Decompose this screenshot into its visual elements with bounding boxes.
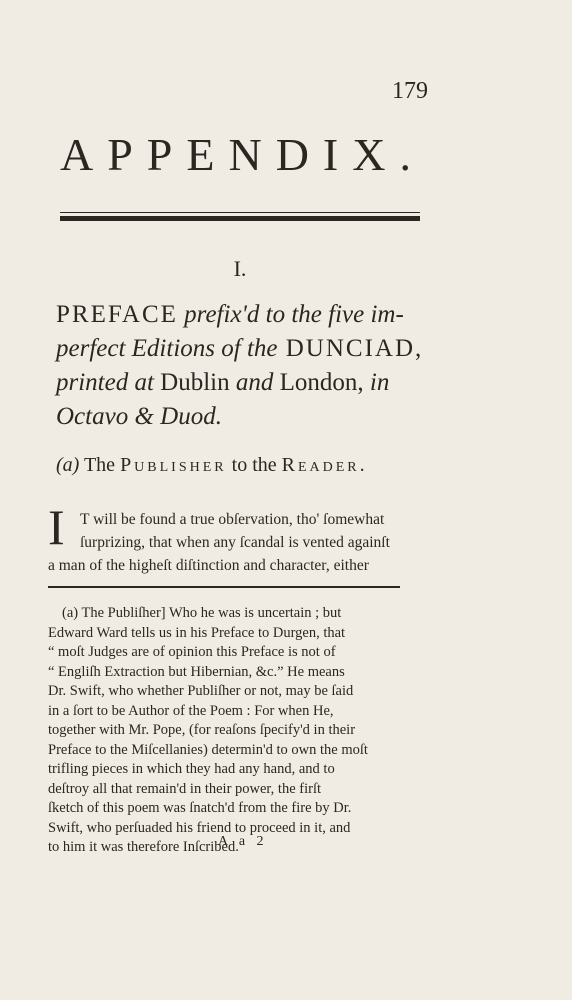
page-title: APPENDIX. (60, 129, 425, 180)
heading-word: to the (231, 454, 277, 476)
signature-mark: A a 2 (218, 834, 268, 849)
footnote-rule (48, 586, 400, 588)
footnote-line: (a) The Publiſher] Who he was is uncertain ; but (62, 605, 342, 621)
body-line: T will be found a true obſervation, tho' ſomewhat (80, 511, 385, 528)
footnote-line: to him it was therefore Inſcribed. (48, 839, 239, 855)
section-title-line-3 (56, 366, 436, 400)
section-numeral: I. (233, 256, 247, 281)
title-phrase: perfect Editions of the (56, 335, 278, 362)
body-text (48, 508, 396, 577)
title-word-london: London, (273, 369, 370, 396)
title-word-preface: PREFACE (56, 301, 178, 328)
title-phrase: and (235, 369, 274, 396)
footnote-line: “ Engliſh Extraction but Hibernian, &c.” He means (48, 663, 345, 680)
heading-word: The (83, 454, 116, 476)
section-title-line-2 (56, 332, 436, 366)
section-title-line-1 (56, 298, 436, 332)
title-word-dunciad: DUNCIAD, (277, 335, 424, 362)
footnote-line: trifling pieces in which they had any hand, and to (48, 761, 335, 777)
footnote-line: deſtroy all that remain'd in their power, the firſt (48, 780, 322, 797)
title-rule-thick (60, 216, 420, 221)
heading-word: Reader. (281, 454, 368, 476)
title-phrase: printed at (56, 369, 154, 396)
section-heading (56, 454, 436, 477)
title-phrase: in (369, 369, 390, 396)
footnote-line: Preface to the Miſcellanies) determin'd to own the moſt (48, 741, 368, 758)
title-phrase: prefix'd to the five im- (177, 301, 404, 328)
footnote-marker: (a) (56, 454, 80, 476)
footnote-line: together with Mr. Pope, (for reaſons ſpecify'd in their (48, 722, 356, 738)
title-rule-thin (60, 212, 420, 213)
footnote-line: “ moſt Judges are of opinion this Preface is not of (48, 644, 336, 660)
heading-word: Publisher (120, 454, 227, 476)
footnote-line: ſketch of this poem was ſnatch'd from the fire by Dr. (48, 800, 352, 816)
footnote-line: Swift, who perſuaded his friend to proceed in it, and (48, 819, 351, 836)
page-number: 179 (392, 78, 428, 104)
section-title (56, 298, 436, 434)
title-word-dublin: Dublin (153, 369, 236, 396)
section-title-line-4: Octavo & Duod. (56, 403, 222, 430)
footnote-line: Edward Ward tells us in his Preface to Durgen, that (48, 624, 346, 641)
footnote (48, 604, 400, 858)
body-line: ſurprizing, that when any ſcandal is vented againſt (80, 534, 390, 551)
footnote-line: Dr. Swift, who whether Publiſher or not, may be ſaid (48, 683, 354, 699)
drop-cap: I (48, 499, 65, 555)
footnote-line: in a ſort to be Author of the Poem : For when He, (48, 702, 334, 719)
body-line: a man of the higheſt diſtinction and character, either (48, 557, 369, 574)
